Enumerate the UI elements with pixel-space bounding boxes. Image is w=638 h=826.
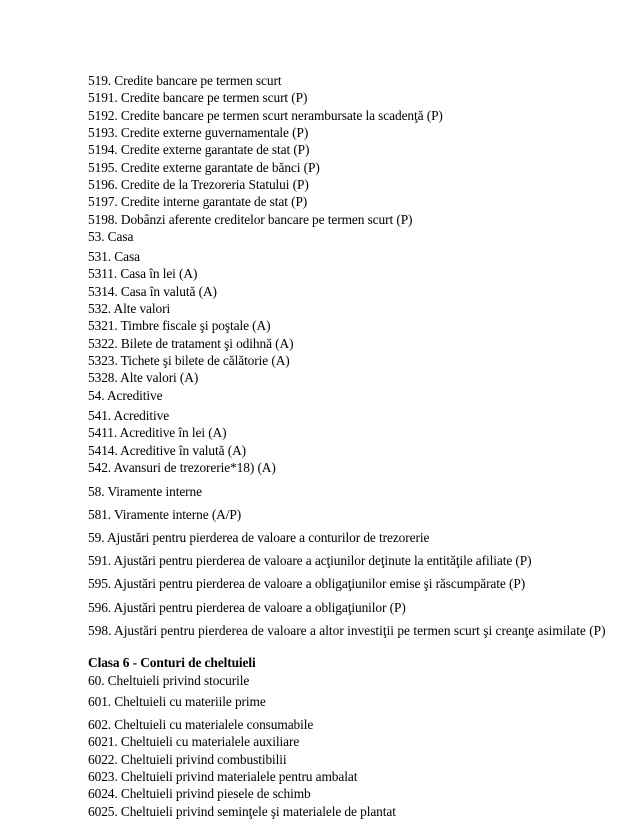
account-line-591: 591. Ajustări pentru pierderea de valoare a acţiunilor deţinute la entităţile afiliate (P) bbox=[88, 553, 532, 569]
account-line-5196: 5196. Credite de la Trezoreria Statului (P) bbox=[88, 176, 309, 192]
account-line-581: 581. Viramente interne (A/P) bbox=[88, 507, 242, 523]
account-line-602: 602. Cheltuieli cu materialele consumabile bbox=[88, 717, 314, 733]
account-line-6025: 6025. Cheltuieli privind seminţele şi materialele de plantat bbox=[88, 803, 396, 819]
account-line-5321: 5321. Timbre fiscale şi poştale (A) bbox=[88, 318, 271, 334]
account-line-6023: 6023. Cheltuieli privind materialele pentru ambalat bbox=[88, 769, 358, 784]
class-6-heading: Clasa 6 - Conturi de cheltuieli bbox=[88, 655, 256, 671]
account-line-5328: 5328. Alte valori (A) bbox=[88, 370, 199, 386]
account-line-598: 598. Ajustări pentru pierderea de valoare a altor investiţii pe termen scurt şi creanţe asimilate (P) bbox=[88, 622, 606, 638]
account-line-6022: 6022. Cheltuieli privind combustibilii bbox=[88, 751, 287, 767]
account-line-5323: 5323. Tichete şi bilete de călătorie (A) bbox=[88, 353, 290, 369]
account-line-542: 542. Avansuri de trezorerie*18) (A) bbox=[88, 459, 276, 475]
account-line-595: 595. Ajustări pentru pierderea de valoare a obligaţiunilor emise şi răscumpărate (P) bbox=[88, 576, 526, 592]
account-group-53: 53. Casa bbox=[88, 228, 134, 244]
account-line-5193: 5193. Credite externe guvernamentale (P) bbox=[88, 124, 309, 140]
account-group-58: 58. Viramente interne bbox=[88, 484, 202, 500]
account-line-6021: 6021. Cheltuieli cu materialele auxiliare bbox=[88, 734, 300, 750]
account-line-5311: 5311. Casa în lei (A) bbox=[88, 266, 198, 282]
account-line-596: 596. Ajustări pentru pierderea de valoare a obligaţiunilor (P) bbox=[88, 599, 406, 615]
account-group-59: 59. Ajustări pentru pierderea de valoare a conturilor de trezorerie bbox=[88, 530, 430, 546]
account-line-5322: 5322. Bilete de tratament şi odihnă (A) bbox=[88, 335, 294, 351]
account-line-5411: 5411. Acreditive în lei (A) bbox=[88, 425, 227, 441]
account-line-5314: 5314. Casa în valută (A) bbox=[88, 283, 217, 299]
account-line-5197: 5197. Credite interne garantate de stat (P) bbox=[88, 194, 308, 210]
account-line-5194: 5194. Credite externe garantate de stat (P) bbox=[88, 142, 310, 158]
account-group-60: 60. Cheltuieli privind stocurile bbox=[88, 672, 250, 688]
account-line-5198: 5198. Dobânzi aferente creditelor bancare pe termen scurt (P) bbox=[88, 211, 413, 227]
account-line-541: 541. Acreditive bbox=[88, 408, 170, 423]
account-line-519: 519. Credite bancare pe termen scurt bbox=[88, 73, 282, 88]
account-line-6024: 6024. Cheltuieli privind piesele de schimb bbox=[88, 786, 311, 802]
account-line-5192: 5192. Credite bancare pe termen scurt nerambursate la scadenţă (P) bbox=[88, 107, 443, 123]
account-line-5191: 5191. Credite bancare pe termen scurt (P) bbox=[88, 90, 308, 106]
account-line-531: 531. Casa bbox=[88, 249, 140, 265]
account-group-54: 54. Acreditive bbox=[88, 387, 163, 403]
account-line-532: 532. Alte valori bbox=[88, 301, 171, 317]
account-line-5414: 5414. Acreditive în valută (A) bbox=[88, 442, 247, 458]
account-line-5195: 5195. Credite externe garantate de bănci (P) bbox=[88, 159, 320, 175]
account-line-601: 601. Cheltuieli cu materiile prime bbox=[88, 693, 266, 709]
